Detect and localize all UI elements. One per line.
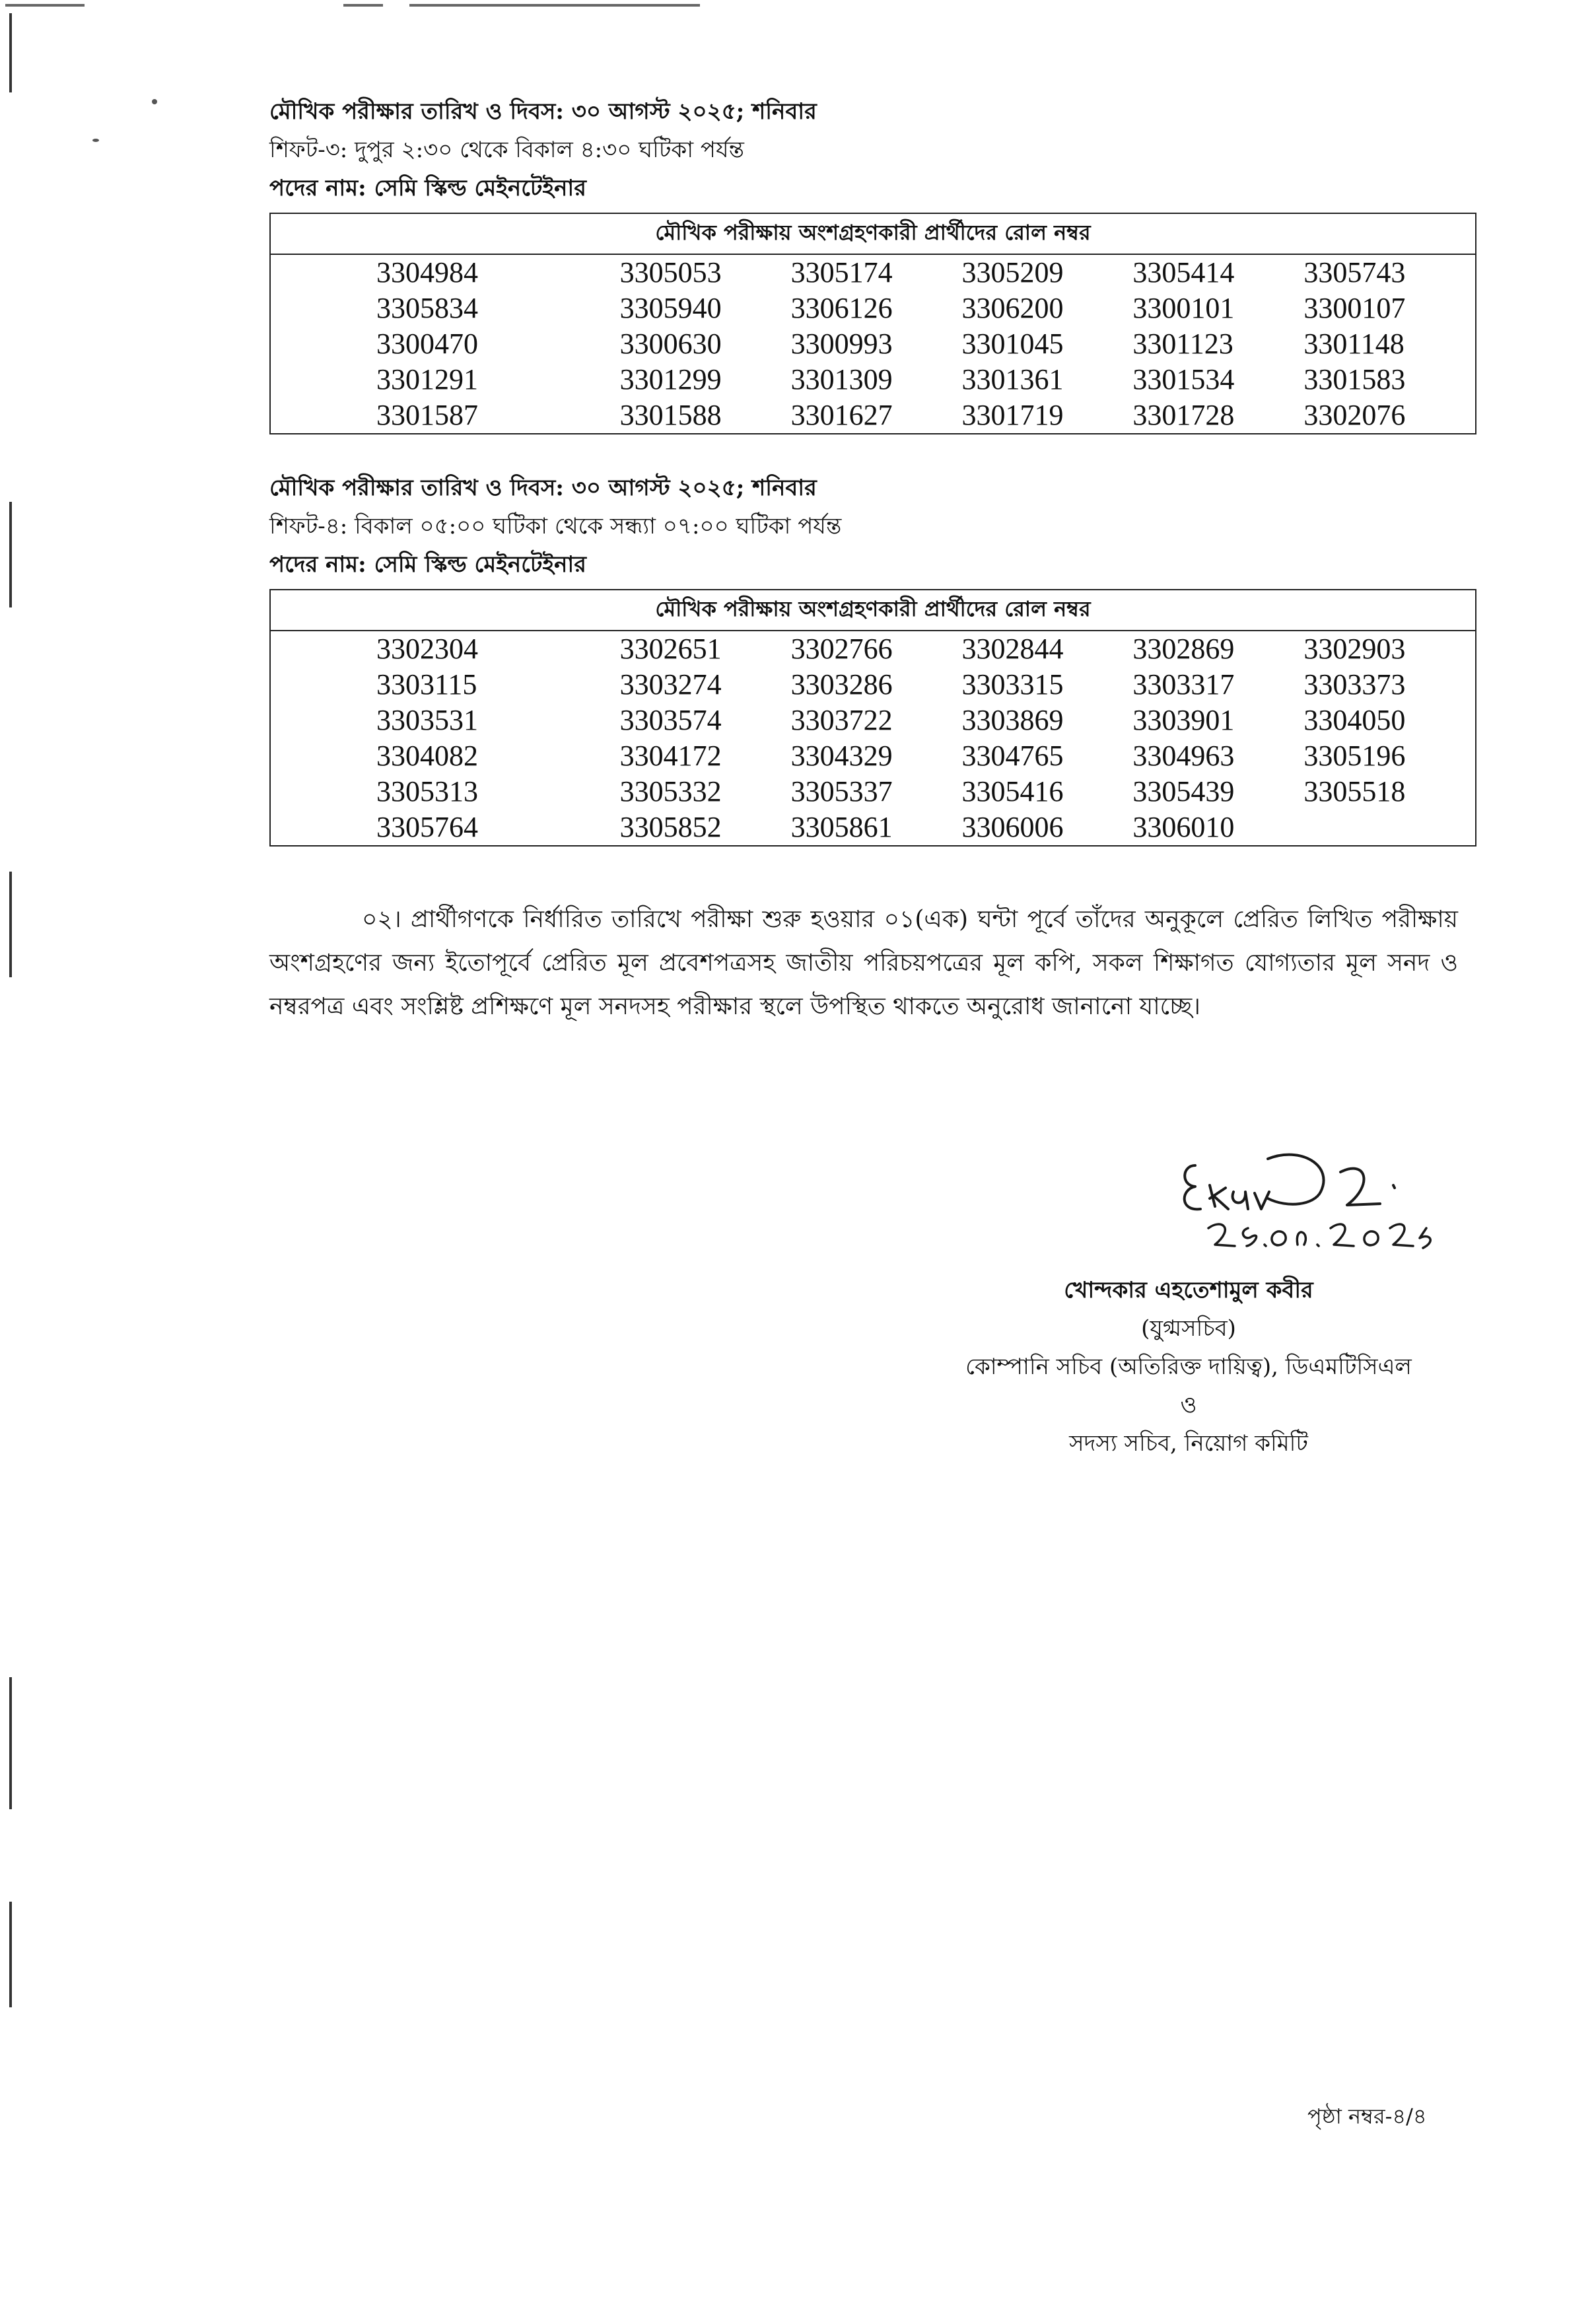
roll-number-table bbox=[269, 213, 1476, 434]
roll-number: 3304082 bbox=[376, 740, 478, 772]
table-row bbox=[270, 254, 1476, 291]
roll-number: 3301123 bbox=[1132, 328, 1233, 360]
table-row bbox=[270, 291, 1476, 326]
table-row bbox=[270, 810, 1476, 846]
roll-number bbox=[1303, 810, 1476, 846]
roll-number: 3305940 bbox=[619, 292, 722, 324]
post-name-line: পদের নাম: সেমি স্কিল্ড মেইনটেইনার bbox=[269, 175, 586, 201]
roll-number: 3302903 bbox=[1303, 633, 1406, 665]
shift-3-section bbox=[269, 92, 1478, 434]
scan-noise bbox=[5, 4, 85, 7]
roll-number: 3306006 bbox=[961, 811, 1064, 843]
roll-number: 3302869 bbox=[1132, 633, 1235, 665]
roll-number: 3301045 bbox=[961, 328, 1064, 360]
shift-line: শিফট-৪: বিকাল ০৫:০০ ঘটিকা থেকে সন্ধ্যা ০৭:০০ ঘটিকা পর্যন্ত bbox=[269, 513, 842, 539]
table-row bbox=[270, 398, 1476, 434]
scan-noise bbox=[343, 4, 383, 7]
table-row bbox=[270, 631, 1476, 667]
roll-number: 3303722 bbox=[790, 704, 893, 736]
roll-number: 3300993 bbox=[790, 328, 893, 360]
margin-mark bbox=[9, 13, 12, 92]
roll-number: 3304329 bbox=[790, 740, 893, 772]
roll-number: 3306010 bbox=[1132, 811, 1235, 843]
roll-number: 3306200 bbox=[961, 292, 1064, 324]
signatory-title: কোম্পানি সচিব (অতিরিক্ত দায়িত্ব), ডিএমটিসিএল bbox=[965, 1354, 1412, 1380]
roll-number: 3303901 bbox=[1132, 704, 1235, 736]
roll-number: 3301583 bbox=[1303, 363, 1406, 396]
roll-number: 3305416 bbox=[961, 775, 1064, 808]
margin-mark bbox=[9, 502, 12, 607]
roll-number: 3305196 bbox=[1303, 740, 1406, 772]
roll-number: 3303286 bbox=[790, 668, 893, 701]
signature-block bbox=[898, 1271, 1479, 1463]
scan-noise bbox=[409, 4, 700, 7]
page-number: পৃষ্ঠা নম্বর-৪/৪ bbox=[1307, 2104, 1427, 2129]
roll-number: 3305332 bbox=[619, 775, 722, 808]
roll-number: 3302076 bbox=[1303, 399, 1406, 431]
instruction-text: ০২। প্রার্থীগণকে নির্ধারিত তারিখে পরীক্ষা শুরু হওয়ার ০১(এক) ঘন্টা পূর্বে তাঁদের অনুকূলে প্রেরিত লিখিত পরীক্ষায় অংশগ্রহণের জন্য ইতোপূর্বে প্রেরিত মূল প্রবেশপত্রসহ জাতীয় পরিচয়পত্রের মূল কপি, সকল শিক্ষাগত যোগ্যতার মূল সনদ ও নম্বরপত্র এবং সংশ্লিষ্ট প্রশিক্ষণে মূল সনদসহ পরীক্ষার স্থলে উপস্থিত থাকতে অনুরোধ জানানো যাচ্ছে। bbox=[269, 906, 1458, 1020]
roll-number: 3302844 bbox=[961, 633, 1064, 665]
roll-number: 3303869 bbox=[961, 704, 1064, 736]
roll-number: 3306126 bbox=[790, 292, 893, 324]
table-row bbox=[270, 774, 1476, 810]
roll-number: 3300630 bbox=[619, 328, 722, 360]
roll-number: 3301299 bbox=[619, 363, 722, 396]
roll-number: 3305053 bbox=[619, 256, 722, 289]
roll-number: 3304765 bbox=[961, 740, 1064, 772]
table-row bbox=[270, 703, 1476, 738]
exam-date-line: মৌখিক পরীক্ষার তারিখ ও দিবস: ৩০ আগস্ট ২০২৫; শনিবার bbox=[269, 98, 817, 125]
table-header: মৌখিক পরীক্ষায় অংশগ্রহণকারী প্রার্থীদের রোল নম্বর bbox=[270, 213, 1476, 254]
roll-number: 3303274 bbox=[619, 668, 722, 701]
roll-number: 3303531 bbox=[376, 704, 478, 736]
instruction-paragraph bbox=[269, 898, 1458, 1029]
roll-number: 3305743 bbox=[1303, 256, 1406, 289]
signatory-rank: (যুগ্মসচিব) bbox=[1141, 1315, 1236, 1342]
roll-number: 3303115 bbox=[376, 668, 477, 701]
roll-number: 3301361 bbox=[961, 363, 1064, 396]
signatory-name: খোন্দকার এহতেশামুল কবীর bbox=[1064, 1277, 1313, 1303]
roll-number: 3305518 bbox=[1303, 775, 1406, 808]
roll-number: 3303315 bbox=[961, 668, 1064, 701]
signatory-conjunction: ও bbox=[1180, 1392, 1197, 1418]
table-row bbox=[270, 326, 1476, 362]
roll-number: 3304050 bbox=[1303, 704, 1406, 736]
roll-number: 3305852 bbox=[619, 811, 722, 843]
roll-number: 3301587 bbox=[376, 399, 478, 431]
roll-number-table bbox=[269, 589, 1476, 847]
table-row bbox=[270, 362, 1476, 398]
roll-number: 3301534 bbox=[1132, 363, 1235, 396]
roll-number: 3305439 bbox=[1132, 775, 1235, 808]
roll-number: 3302304 bbox=[376, 633, 478, 665]
roll-number: 3303317 bbox=[1132, 668, 1235, 701]
shift-line: শিফট-৩: দুপুর ২:৩০ থেকে বিকাল ৪:৩০ ঘটিকা পর্যন্ত bbox=[269, 137, 744, 163]
margin-mark bbox=[9, 872, 12, 977]
table-row bbox=[270, 738, 1476, 774]
roll-number: 3301588 bbox=[619, 399, 722, 431]
roll-number: 3305861 bbox=[790, 811, 893, 843]
roll-number: 3301148 bbox=[1303, 328, 1405, 360]
table-header: মৌখিক পরীক্ষায় অংশগ্রহণকারী প্রার্থীদের রোল নম্বর bbox=[270, 590, 1476, 631]
roll-number: 3305337 bbox=[790, 775, 893, 808]
roll-number: 3305414 bbox=[1132, 256, 1235, 289]
margin-mark bbox=[9, 1902, 12, 2007]
roll-number: 3301291 bbox=[376, 363, 478, 396]
roll-number: 3304984 bbox=[376, 256, 478, 289]
roll-number: 3303373 bbox=[1303, 668, 1406, 701]
roll-number: 3300107 bbox=[1303, 292, 1406, 324]
signatory-committee: সদস্য সচিব, নিয়োগ কমিটি bbox=[1069, 1430, 1308, 1457]
margin-mark bbox=[9, 1677, 12, 1809]
roll-number: 3305313 bbox=[376, 775, 478, 808]
exam-date-line: মৌখিক পরীক্ষার তারিখ ও দিবস: ৩০ আগস্ট ২০২৫; শনিবার bbox=[269, 475, 817, 501]
roll-number: 3305764 bbox=[376, 811, 478, 843]
roll-number: 3300101 bbox=[1132, 292, 1235, 324]
shift-4-section bbox=[269, 469, 1478, 847]
roll-number: 3300470 bbox=[376, 328, 478, 360]
post-name-line: পদের নাম: সেমি স্কিল্ড মেইনটেইনার bbox=[269, 551, 586, 578]
roll-number: 3304172 bbox=[619, 740, 722, 772]
handwritten-signature bbox=[1169, 1146, 1499, 1271]
roll-number: 3305834 bbox=[376, 292, 478, 324]
scan-speck bbox=[92, 139, 99, 142]
table-row bbox=[270, 667, 1476, 703]
scan-speck bbox=[152, 99, 157, 104]
roll-number: 3302651 bbox=[619, 633, 722, 665]
roll-number: 3301719 bbox=[961, 399, 1064, 431]
roll-number: 3301309 bbox=[790, 363, 893, 396]
roll-number: 3301728 bbox=[1132, 399, 1235, 431]
roll-number: 3302766 bbox=[790, 633, 893, 665]
roll-number: 3305174 bbox=[790, 256, 893, 289]
roll-number: 3301627 bbox=[790, 399, 893, 431]
roll-number: 3304963 bbox=[1132, 740, 1235, 772]
roll-number: 3305209 bbox=[961, 256, 1064, 289]
roll-number: 3303574 bbox=[619, 704, 722, 736]
